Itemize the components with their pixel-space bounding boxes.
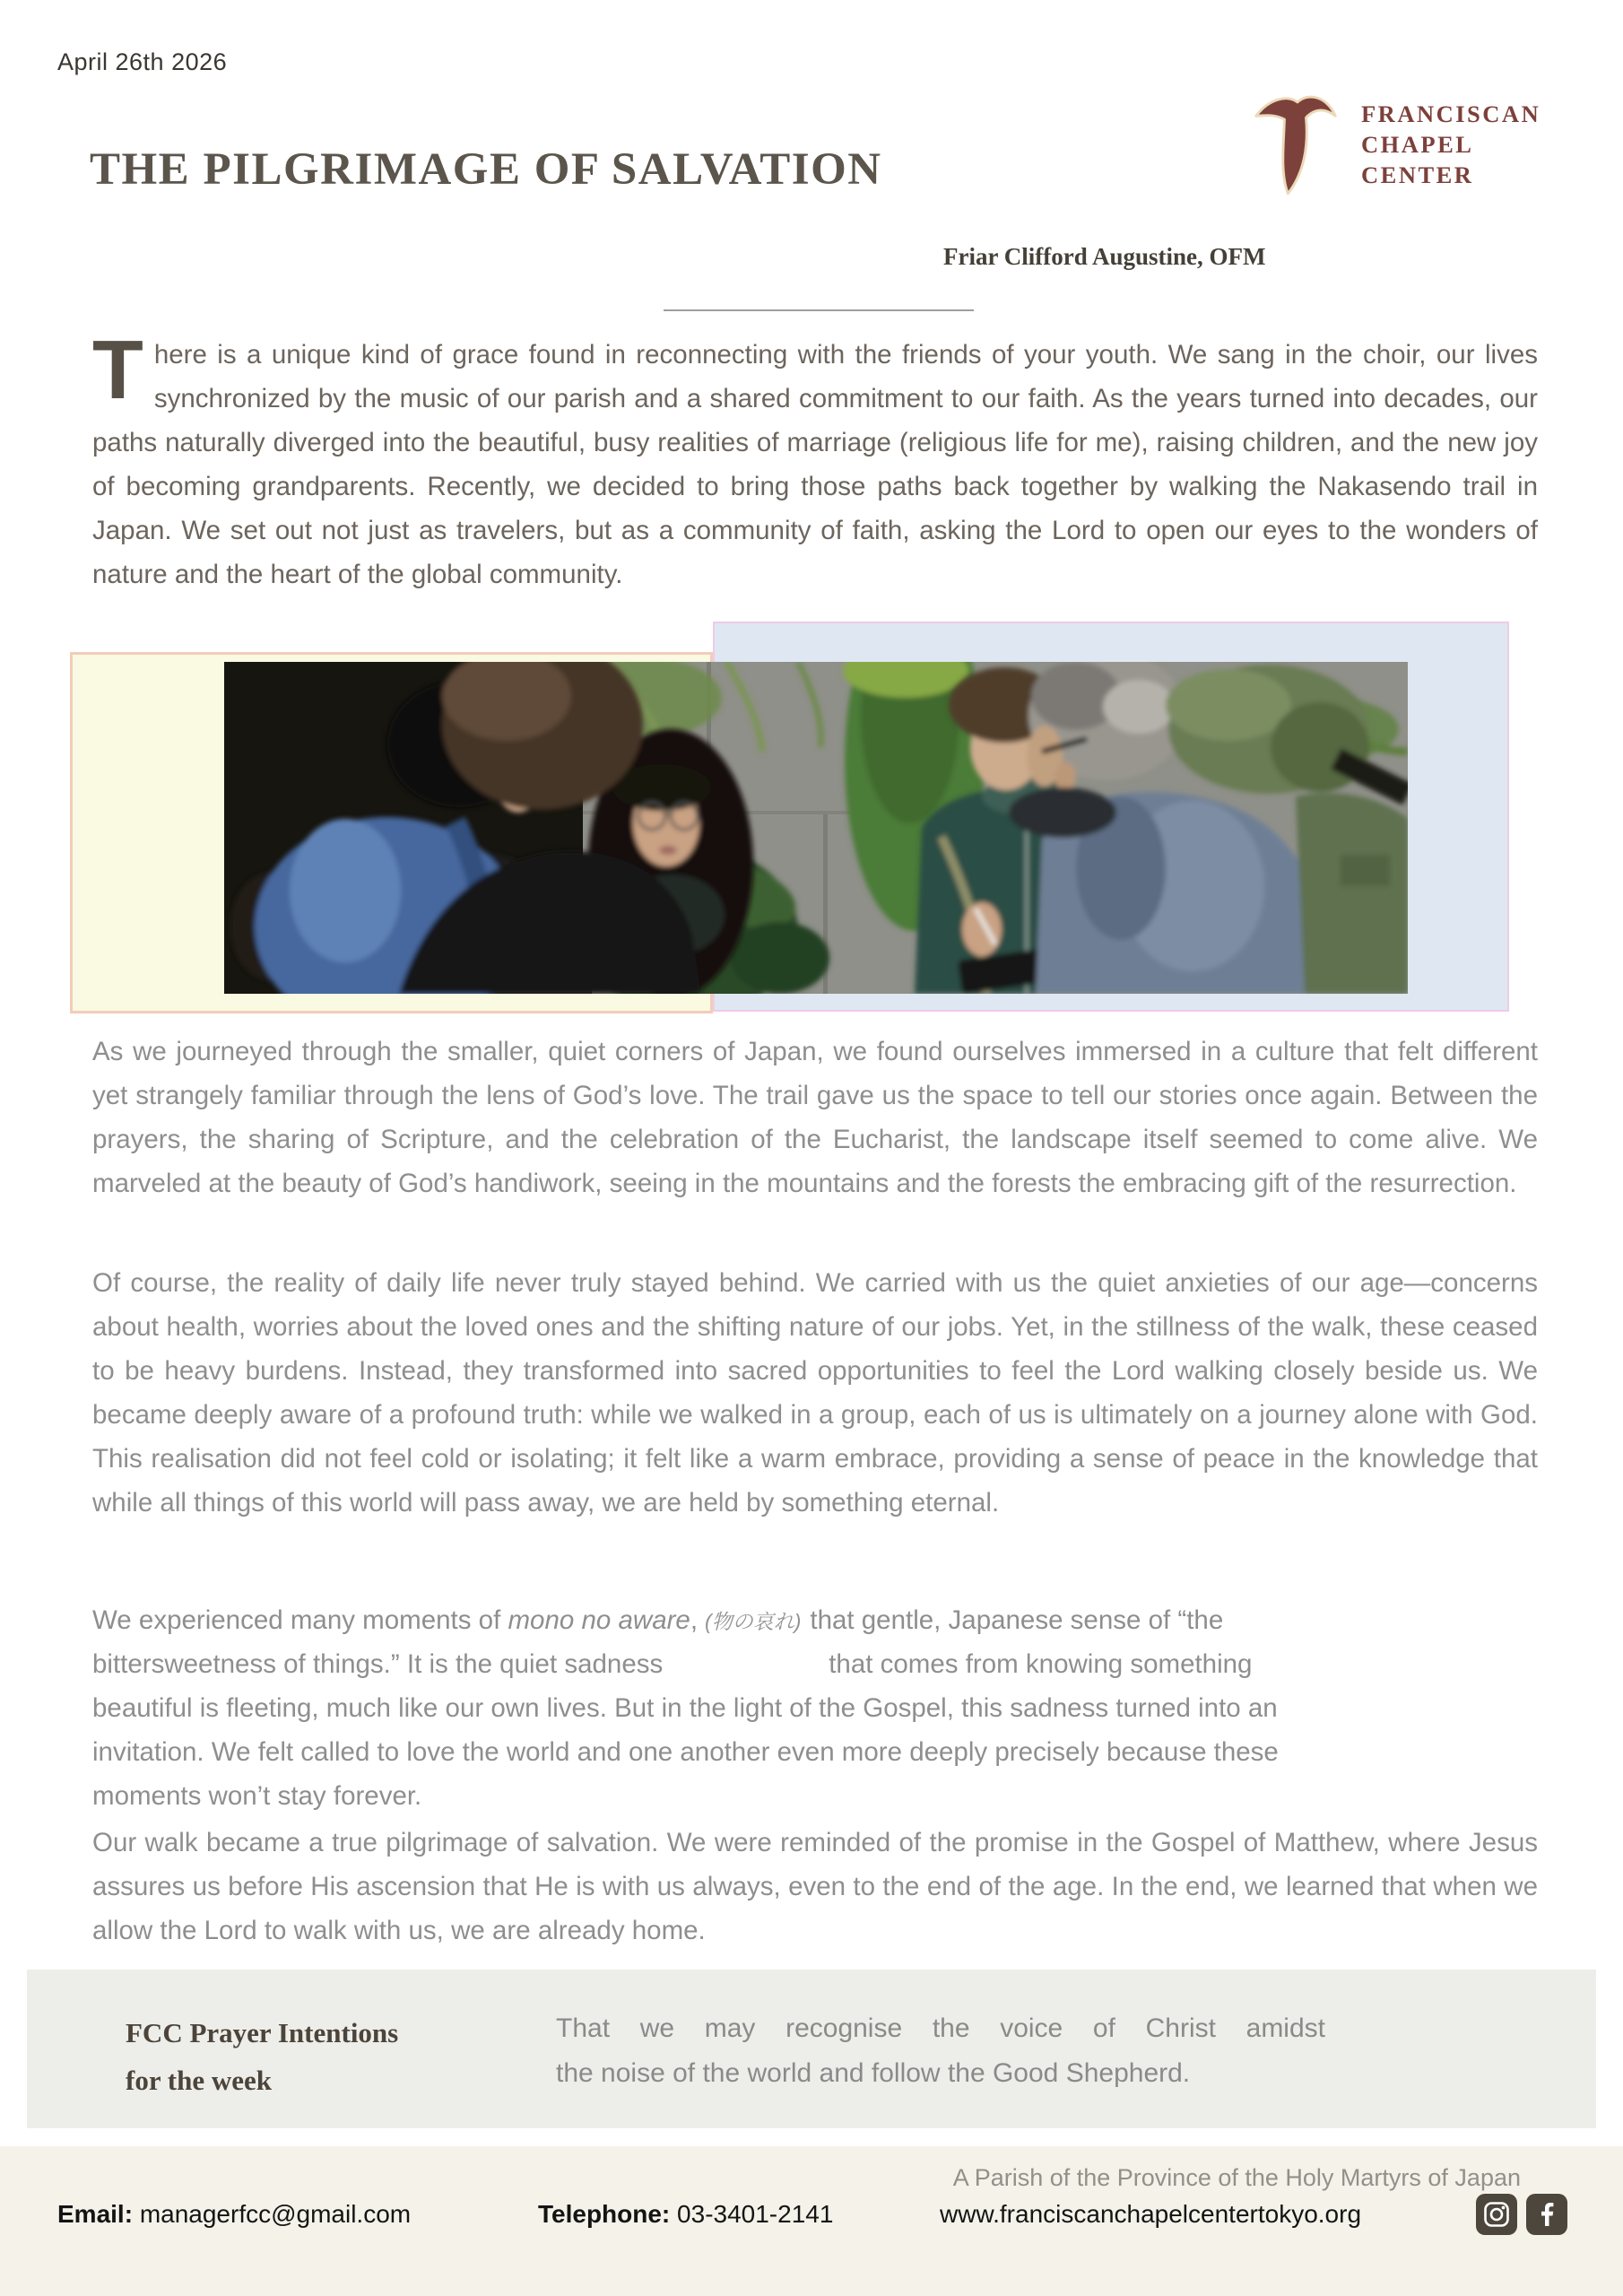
paragraph-5: Our walk became a true pilgrimage of salvation. We were reminded of the promise in the Gospel of Matthew, where Jesus assures us before His ascension that He is with us always, even to the end of the age. In the end, we learned that when we allow the Lord to walk with us, we are already home.	[92, 1828, 1538, 1945]
article-title: THE PILGRIMAGE OF SALVATION	[90, 144, 882, 195]
paragraph-4-line-3: beautiful is fleeting, much like our own lives. But in the light of the Gospel, this sadness turned into an	[92, 1693, 1278, 1723]
paragraph-4-line-5: moments won’t stay forever.	[92, 1781, 422, 1811]
website-link[interactable]: www.franciscanchapelcentertokyo.org	[940, 2200, 1362, 2228]
p4-comma: ,	[690, 1605, 699, 1635]
prayer-intentions-box	[27, 1970, 1596, 2128]
pilgrimage-group-photo	[224, 662, 1408, 994]
paragraph-4-line-2	[92, 1642, 1538, 1686]
parish-line: A Parish of the Province of the Holy Martyrs of Japan	[952, 2164, 1521, 2191]
byline: Friar Clifford Augustine, OFM	[943, 243, 1266, 270]
facebook-icon[interactable]	[1526, 2194, 1567, 2235]
instagram-icon[interactable]	[1476, 2194, 1517, 2235]
logo-line-3: CENTER	[1361, 161, 1474, 188]
tau-cross-icon	[1250, 90, 1340, 199]
paragraph-2: As we journeyed through the smaller, quiet corners of Japan, we found ourselves immersed in a culture that felt different yet strangely familiar through the lens of God’s love. The trail gave us the space to tell our stories once again. Between the prayers, the sharing of Scripture, and the celebration of the Eucharist, the landscape itself seemed to come alive. We marveled at the beauty of God’s handiwork, seeing in the mountains and the forests the embracing gift of the resurrection.	[92, 1037, 1538, 1198]
paragraph-1	[92, 323, 1538, 596]
drop-cap: T	[92, 323, 143, 416]
issue-date: April 26th 2026	[57, 48, 228, 75]
prayer-heading-line-2: for the week	[126, 2065, 272, 2096]
prayer-heading	[126, 2009, 398, 2104]
paragraph-4-line-1	[92, 1598, 1538, 1642]
email-address[interactable]: managerfcc@gmail.com	[139, 2200, 412, 2228]
divider-line	[664, 309, 974, 311]
p4-line2b: that comes from knowing something	[829, 1649, 1253, 1679]
prayer-text-line-2: the noise of the world and follow the Good Shepherd.	[556, 2058, 1191, 2088]
prayer-heading-line-1: FCC Prayer Intentions	[126, 2017, 399, 2048]
email-label: Email:	[57, 2200, 134, 2228]
p4-japanese-annotation: (物の哀れ)	[705, 1610, 802, 1633]
footer	[0, 2146, 1623, 2296]
phone-label: Telephone:	[538, 2200, 671, 2228]
photo-illustration	[224, 662, 1408, 994]
phone-number: 03-3401-2141	[677, 2200, 834, 2228]
logo-line-2: CHAPEL	[1361, 131, 1474, 158]
prayer-text-line-1: That we may recognise the voice of Christ amidst	[556, 2013, 1325, 2043]
p4-italic-phrase: mono no aware	[508, 1605, 690, 1635]
p4-after-japanese: that gentle, Japanese sense of “the	[810, 1605, 1224, 1635]
phone-contact	[538, 2200, 833, 2229]
fcc-logo	[1250, 90, 1340, 204]
logo-line-1: FRANCISCAN	[1361, 100, 1541, 127]
logo-wordmark	[1361, 99, 1541, 190]
p4-line2a: bittersweetness of things.” It is the quiet sadness	[92, 1649, 664, 1679]
paragraph-4	[92, 1598, 1538, 1818]
paragraph-4-line-4: invitation. We felt called to love the world and one another even more deeply precisely because these	[92, 1737, 1279, 1767]
p4-lead: We experienced many moments of	[92, 1605, 508, 1635]
prayer-text	[556, 2006, 1325, 2096]
paragraph-3: Of course, the reality of daily life never truly stayed behind. We carried with us the quiet anxieties of our age—concerns about health, worries about the loved ones and the shifting nature of our jobs. Yet, in the stillness of the walk, these ceased to be heavy burdens. Instead, they transformed into sacred opportunities to feel the Lord walking closely beside us. We became deeply aware of a profound truth: while we walked in a group, each of us is ultimately on a journey alone with God. This realisation did not feel cold or isolating; it felt like a warm embrace, providing a sense of peace in the knowledge that while all things of this world will pass away, we are held by something eternal.	[92, 1268, 1538, 1518]
paragraph-1-text: here is a unique kind of grace found in reconnecting with the friends of your youth. We sang in the choir, our lives synchronized by the music of our parish and a shared commitment to our faith. As the years turned into decades, our paths naturally diverged into the beautiful, busy realities of marriage (religious life for me), raising children, and the new joy of becoming grandparents. Recently, we decided to bring those paths back together by walking the Nakasendo trail in Japan. We set out not just as travelers, but as a community of faith, asking the Lord to open our eyes to the wonders of nature and the heart of the global community.	[92, 340, 1538, 589]
email-contact	[57, 2200, 411, 2229]
